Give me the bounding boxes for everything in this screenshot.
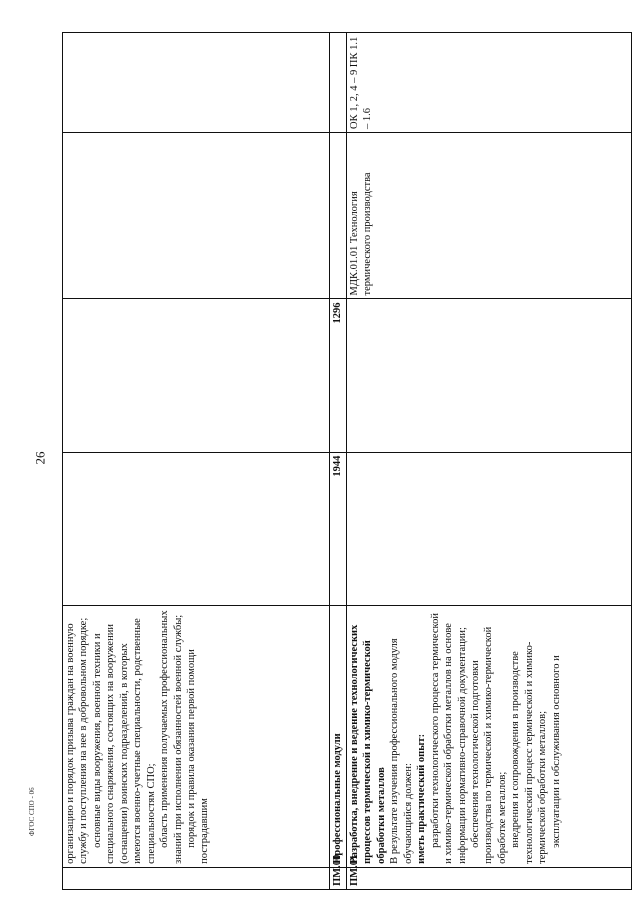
document-stamp: ФГОС СПО - 06 [28,787,36,836]
module-title: Разработка, внедрение и ведение технологических процессов термической и химико-термической обработки металлов [349,624,387,864]
table-row [330,33,347,890]
description-cell [347,605,632,867]
rotated-table-container [62,32,632,890]
list-item: область применения получаемых профессиональных знаний при исполнении обязанностей военной службы; [159,610,184,864]
mandatory-hours-cell [63,299,330,452]
table-row [347,33,632,890]
list-item: разработки технологического процесса термической и химико-термической обработки металлов на основе информации нормативно-справочной документации; [429,613,468,864]
code-cell [63,867,330,889]
competency-cell: ОК 1, 2, 4 – 9 ПК 1.1 – 1.6 [347,33,632,133]
mdk-cell [63,132,330,299]
mdk-cell: МДК.01.01 Технология термического производства [347,132,632,299]
list-item: порядок и правила оказания первой помощи пострадавшим [185,649,211,864]
section-title: Профессиональные модули [330,605,347,867]
competency-cell [63,33,330,133]
description-cell [63,605,330,867]
total-hours-cell [63,452,330,605]
page-number: 26 [32,451,48,465]
list-item: обеспечения технологической подготовки производства по термической и химико-термической обработке металлов; [469,626,508,864]
total-hours-cell [347,452,632,605]
list-item: организацию и порядок призыва граждан на военную службу и поступления на нее в добровольном порядке; [65,617,90,864]
page-number-wrap [32,440,60,480]
list-item: основные виды вооружения, военной техники и специального снаряжения, состоящих на вооружении (оснащении) воинских подразделений, в которых имеются военно-учетные специальности, родственные специальностям СПО; [91,618,157,864]
table-row [63,33,330,890]
practice-heading: иметь практический опыт: [416,733,428,864]
module-intro: В результате изучения профессионального модуля обучающийся должен: [389,638,414,864]
mandatory-hours-cell [347,299,632,452]
mdk-cell [330,132,347,299]
competency-cell [330,33,347,133]
curriculum-table [62,32,632,890]
total-hours: 1944 [330,452,347,605]
list-item: внедрения и сопровождения в производстве технологический процесс термической и химико-термической обработки металлов; [510,641,549,864]
mandatory-hours: 1296 [330,299,347,452]
code-cell: ПМ.00 [330,867,347,889]
code-cell: ПМ.01 [347,867,632,889]
list-item: эксплуатации и обслуживания основного и [550,655,562,848]
